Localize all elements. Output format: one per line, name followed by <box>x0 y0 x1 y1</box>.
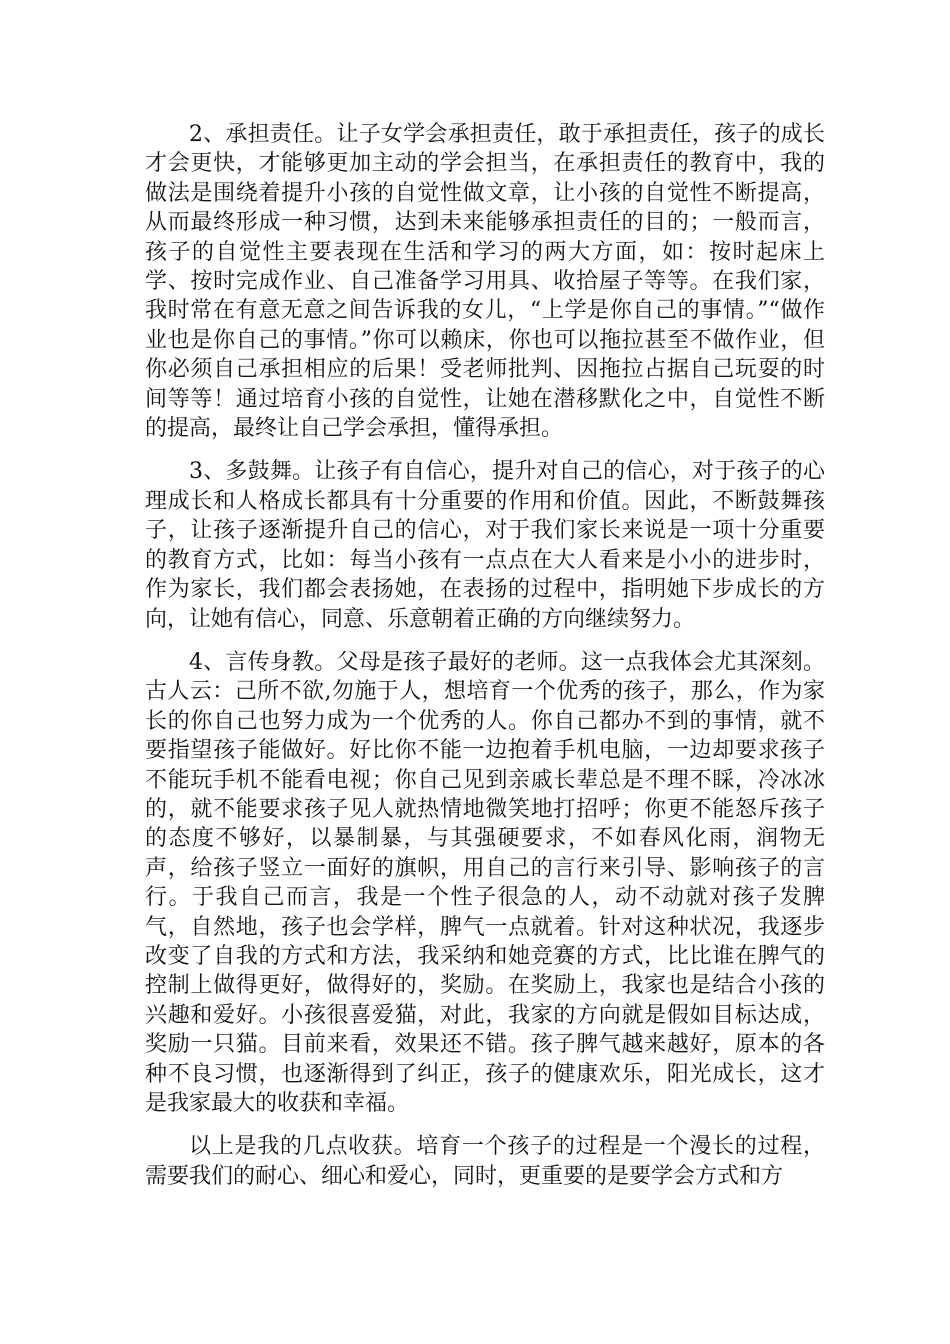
paragraph-lead-by-example: 4、言传身教。父母是孩子最好的老师。这一点我体会尤其深刻。古人云：己所不欲,勿施于人，想培育一个优秀的孩子，那么，作为家长的你自己也努力成为一个优秀的人。你自己都办不到的事情，就不要指望孩子能做好。好比你不能一边抱着手机电脑，一边却要求孩子不能玩手机不能看电视；你自己见到亲戚长辈总是不理不睬，冷冰冰的，就不能要求孩子见人就热情地微笑地打招呼；你更不能怒斥孩子的态度不够好，以暴制暴，与其强硬要求，不如春风化雨，润物无声，给孩子竖立一面好的旗帜，用自己的言行来引导、影响孩子的言行。于我自己而言，我是一个性子很急的人，动不动就对孩子发脾气，自然地，孩子也会学样，脾气一点就着。针对这种状况，我逐步改变了自我的方式和方法，我采纳和她竞赛的方式，比比谁在脾气的控制上做得更好，做得好的，奖励。在奖励上，我家也是结合小孩的兴趣和爱好。小孩很喜爱猫，对此，我家的方向就是假如目标达成，奖励一只猫。目前来看，效果还不错。孩子脾气越来越好，原本的各种不良习惯，也逐渐得到了纠正，孩子的健康欢乐，阳光成长，这才是我家最大的收获和幸福。 <box>145 649 825 1116</box>
paragraph-encouragement: 3、多鼓舞。让孩子有自信心，提升对自己的信心，对于孩子的心理成长和人格成长都具有十分重要的作用和价值。因此，不断鼓舞孩子，让孩子逐渐提升自己的信心，对于我们家长来说是一项十分重要的教育方式，比如：每当小孩有一点点在大人看来是小小的进步时，作为家长，我们都会表扬她，在表扬的过程中，指明她下步成长的方向，让她有信心，同意、乐意朝着正确的方向继续努力。 <box>145 459 825 632</box>
paragraph-responsibility: 2、承担责任。让子女学会承担责任，敢于承担责任，孩子的成长才会更快，才能够更加主动的学会担当，在承担责任的教育中，我的做法是围绕着提升小孩的自觉性做文章，让小孩的自觉性不断提高，从而最终形成一种习惯，达到未来能够承担责任的目的；一般而言，孩子的自觉性主要表现在生活和学习的两大方面，如：按时起床上学、按时完成作业、自己准备学习用具、收拾屋子等等。在我们家，我时常在有意无意之间告诉我的女儿，“上学是你自己的事情。”“做作业也是你自己的事情。”你可以赖床，你也可以拖拉甚至不做作业，但你必须自己承担相应的后果！受老师批判、因拖拉占据自己玩耍的时间等等！通过培育小孩的自觉性，让她在潜移默化之中，自觉性不断的提高，最终让自己学会承担，懂得承担。 <box>145 122 825 442</box>
document-body <box>145 120 825 1191</box>
paragraph-conclusion: 以上是我的几点收获。培育一个孩子的过程是一个漫长的过程，需要我们的耐心、细心和爱心，同时，更重要的是要学会方式和方 <box>145 1134 825 1189</box>
